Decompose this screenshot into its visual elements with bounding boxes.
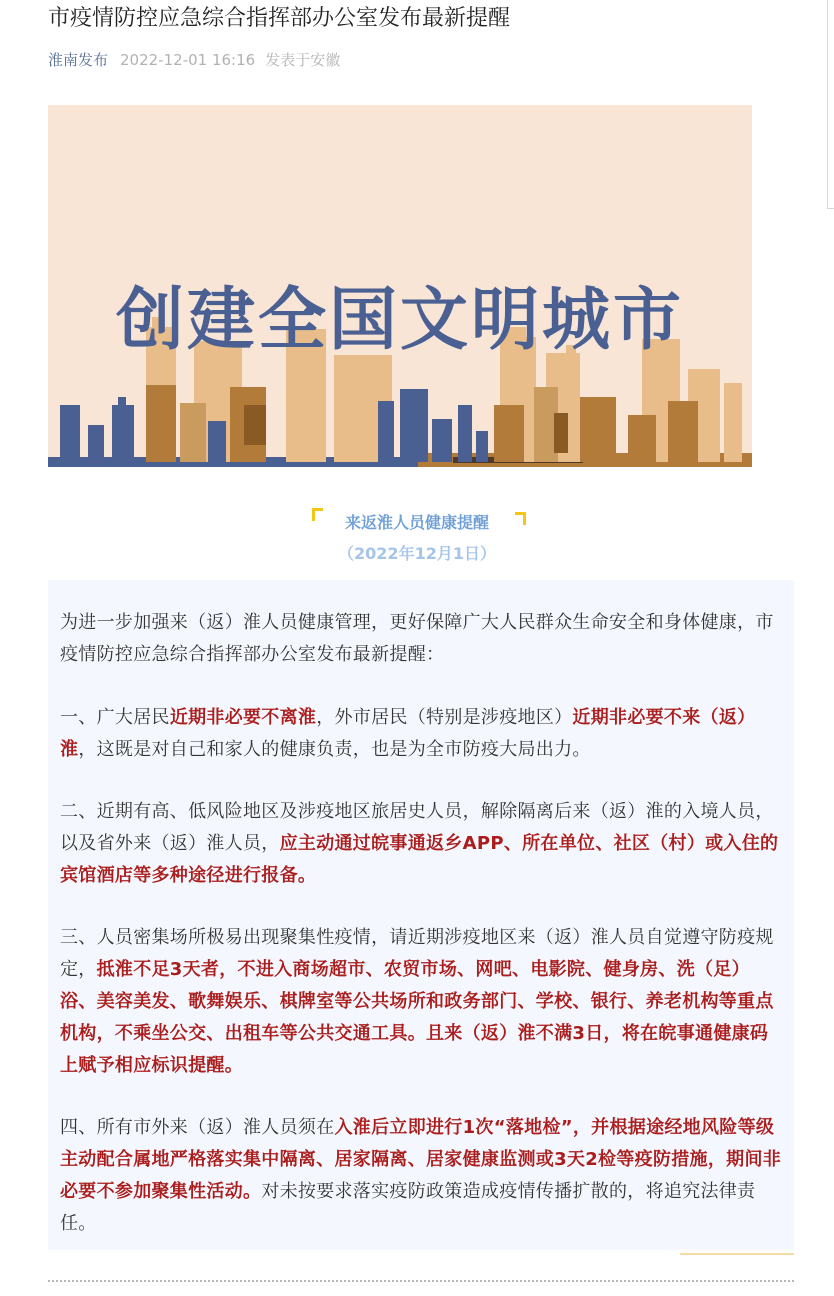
building [724,383,742,462]
building [580,397,616,462]
scrollbar[interactable] [827,0,834,209]
item-4-paragraph [60,1112,784,1240]
banner-image [48,105,752,467]
item-2-highlight: 应主动通过皖事通返乡APP、所在单位、社区（村）或入住的宾馆酒店等多种途径进行报备。 [60,833,779,886]
notice-body [48,580,794,1250]
account-link[interactable]: 淮南发布 [48,51,109,69]
building [494,405,524,462]
notice-date: （2022年12月1日） [338,544,496,563]
building [668,401,698,462]
notice-title: 来返淮人员健康提醒 [344,513,489,532]
item-1-text: 一、广大居民 [60,707,170,728]
item-2-text: 二、近期有高、低风险地区及涉疫地区旅居史人员，解除隔离后来（返）淮的入境人员，以及省外来（返）淮人员， [60,801,774,854]
publish-location: 发表于安徽 [265,51,341,69]
item-1-paragraph [60,702,784,766]
building [208,421,226,462]
building [628,415,656,462]
item-1-highlight: 近期非必要不来（返）淮 [60,707,756,760]
building [60,405,80,462]
article-meta [48,50,340,70]
box-accent-line [680,1253,794,1255]
building [88,425,104,462]
intro-paragraph: 为进一步加强来（返）淮人员健康管理，更好保障广大人民群众生命安全和身体健康，市疫情防控应急综合指挥部办公室发布最新提醒： [60,612,774,665]
notice-heading [300,506,534,576]
building [146,385,176,462]
building [400,389,428,462]
item-3-text: 三、人员密集场所极易出现聚集性疫情，请近期涉疫地区来（返）淮人员自觉遵守防疫规定， [60,927,774,980]
section-divider [48,1280,794,1282]
article-title: 市疫情防控应急综合指挥部办公室发布最新提醒 [48,6,511,31]
item-3-paragraph [60,922,784,1082]
item-1-text: ，这既是对自己和家人的健康负责，也是为全市防疫大局出力。 [78,739,591,760]
building [554,413,568,453]
building [476,431,488,462]
building [244,405,266,445]
item-1-text: ，外市居民（特别是涉疫地区） [316,707,573,728]
building [180,403,206,462]
item-4-text: 四、所有市外来（返）淮人员须在 [60,1117,335,1138]
banner-slogan: 创建全国文明城市 [115,281,684,360]
item-1-highlight: 近期非必要不离淮 [169,707,317,728]
building [458,405,472,462]
building [118,397,126,405]
building [378,401,394,462]
item-4-highlight: 入淮后立即进行1次“落地检”，并根据途经地风险等级主动配合属地严格落实集中隔离、居家隔离、居家健康监测或3天2检等疫防措施，期间非必要不参加聚集性活动。 [60,1117,782,1202]
building [112,405,134,462]
item-2-paragraph [60,796,784,892]
item-4-text: 对未按要求落实疫防政策造成疫情传播扩散的，将追究法律责任。 [60,1181,756,1234]
building [432,419,452,462]
publish-time: 2022-12-01 16:16 [120,51,256,69]
item-3-highlight: 抵淮不足3天者，不进入商场超市、农贸市场、网吧、电影院、健身房、洗（足）浴、美容美发、歌舞娱乐、棋牌室等公共场所和政务部门、学校、银行、养老机构等重点机构，不乘坐公交、出租车等公共交通工具。且来（返）淮不满3日，将在皖事通健康码上赋予相应标识提醒。 [60,959,774,1076]
